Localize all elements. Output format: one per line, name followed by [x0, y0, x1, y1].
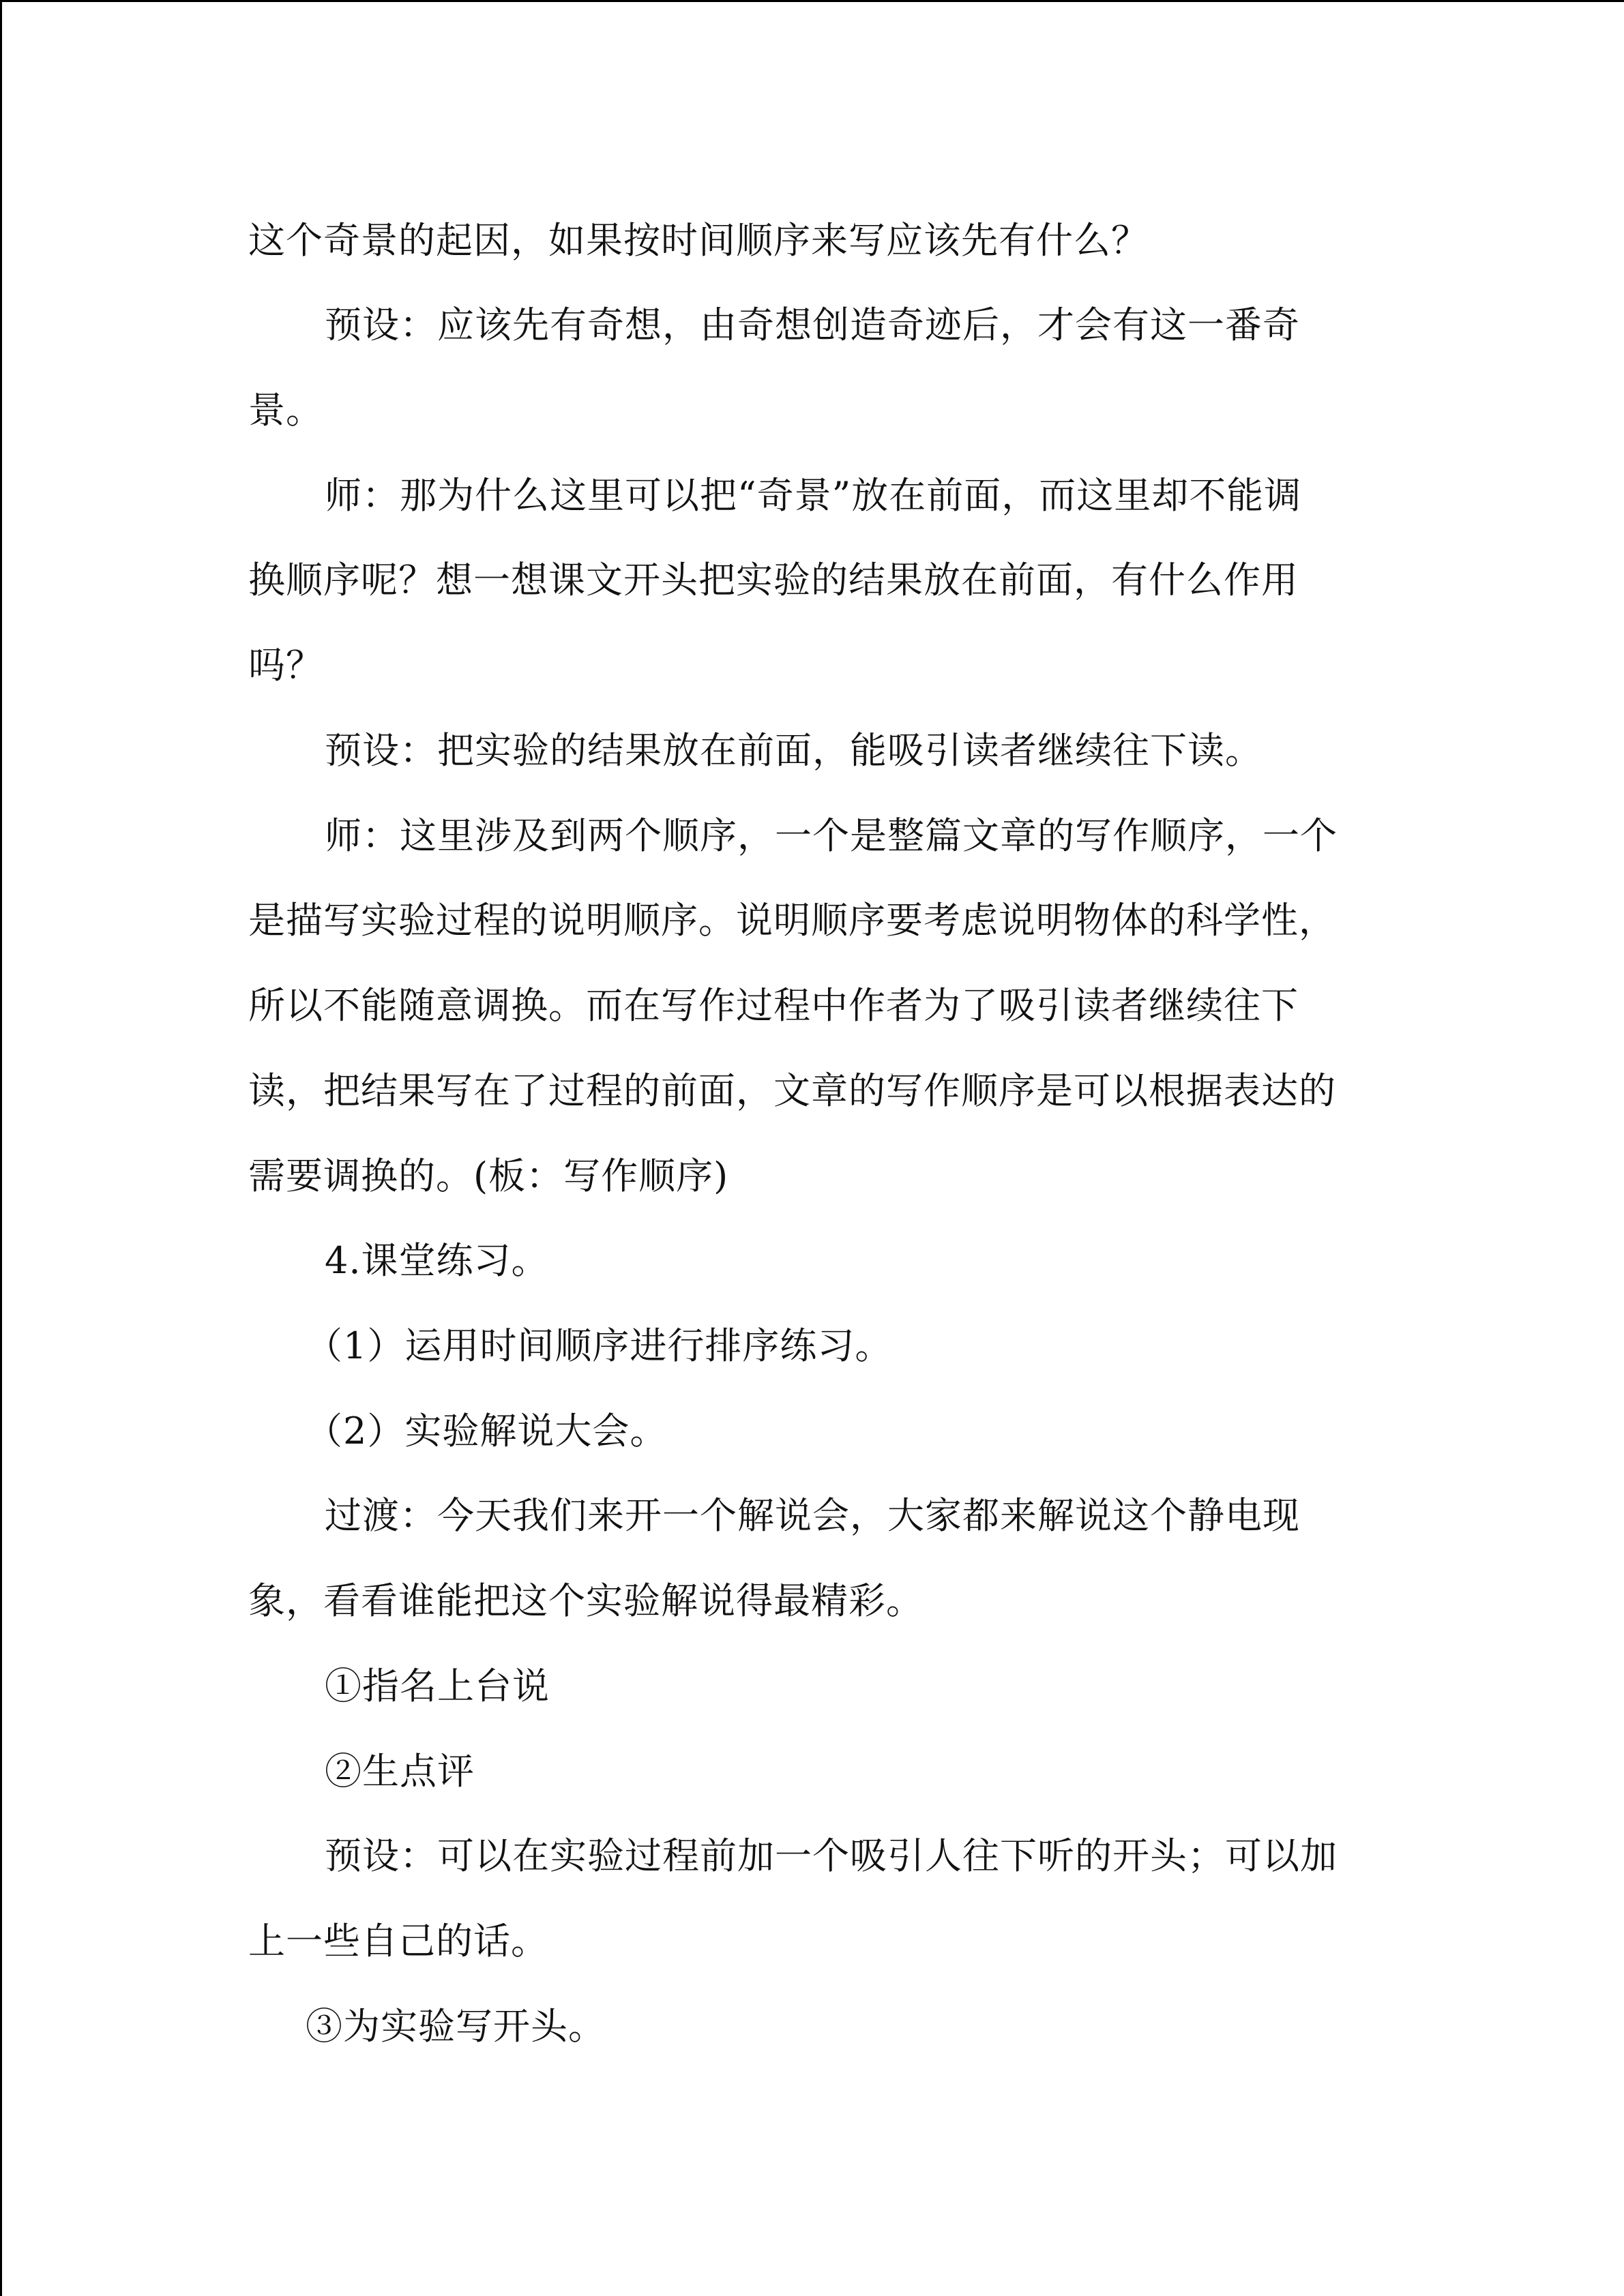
text-line: 景。: [248, 389, 323, 432]
text-line: 所以不能随意调换。而在写作过程中作者为了吸引读者继续往下: [248, 984, 1299, 1027]
text-line: 这个奇景的起因，如果按时间顺序来写应该先有什么？: [248, 219, 1149, 262]
text-line: 预设：把实验的结果放在前面，能吸引读者继续往下读。: [325, 729, 1263, 772]
text-line: ①指名上台说: [325, 1665, 550, 1708]
text-line: ③为实验写开头。: [306, 2005, 606, 2048]
text-line: 4.课堂练习。: [325, 1239, 549, 1282]
text-line: 预设：应该先有奇想，由奇想创造奇迹后，才会有这一番奇: [325, 303, 1300, 346]
text-line: 读，把结果写在了过程的前面，文章的写作顺序是可以根据表达的: [248, 1069, 1336, 1112]
text-line: 象，看看谁能把这个实验解说得最精彩。: [248, 1579, 924, 1622]
text-line: 师：那为什么这里可以把“奇景”放在前面，而这里却不能调: [325, 474, 1302, 517]
text-line: 是描写实验过程的说明顺序。说明顺序要考虑说明物体的科学性，: [248, 899, 1336, 942]
text-line: （1）运用时间顺序进行排序练习。: [306, 1324, 893, 1367]
text-line: 师：这里涉及到两个顺序，一个是整篇文章的写作顺序，一个: [325, 814, 1338, 857]
text-line: 换顺序呢？想一想课文开头把实验的结果放在前面，有什么作用: [248, 558, 1299, 601]
text-line: 上一些自己的话。: [248, 1920, 548, 1963]
text-line: 过渡：今天我们来开一个解说会，大家都来解说这个静电现: [325, 1494, 1300, 1537]
text-line: 预设：可以在实验过程前加一个吸引人往下听的开头；可以加: [325, 1834, 1338, 1877]
text-line: （2）实验解说大会。: [306, 1410, 668, 1452]
text-line: 吗？: [248, 644, 323, 687]
text-line: 需要调换的。(板：写作顺序): [248, 1154, 729, 1197]
text-line: ②生点评: [325, 1750, 475, 1793]
